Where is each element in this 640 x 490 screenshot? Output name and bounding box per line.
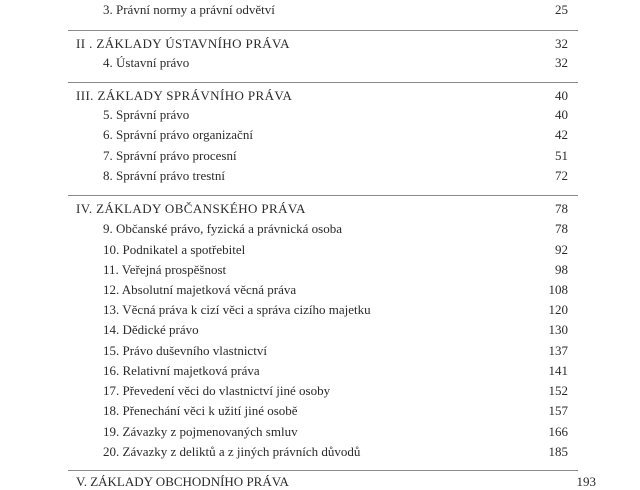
- toc-entry: [0, 166, 640, 186]
- toc-part-heading-partial: [76, 474, 596, 489]
- toc-entry-page: 130: [548, 322, 568, 337]
- toc-part-page: 32: [555, 36, 568, 51]
- toc-entry: [0, 240, 640, 260]
- toc-entry: [0, 361, 640, 381]
- section-divider: [68, 30, 578, 31]
- toc-entry-title: 18. Přenechání věci k užití jiné osobě: [103, 403, 298, 418]
- toc-entry: [0, 260, 640, 280]
- toc-entry-title: 19. Závazky z pojmenovaných smluv: [103, 424, 298, 439]
- toc-entry-title: 11. Veřejná prospěšnost: [103, 262, 227, 277]
- toc-entry-title: 13. Věcná práva k cizí věci a správa cizího majetku: [103, 302, 371, 317]
- toc-entry: [0, 442, 640, 462]
- section-divider: [68, 470, 578, 471]
- toc-entry-page: 42: [555, 127, 568, 142]
- toc-entry-page: 141: [548, 363, 568, 378]
- section-divider: [68, 82, 578, 83]
- toc-entry-page: 120: [548, 302, 568, 317]
- toc-entry-title: 7. Správní právo procesní: [103, 148, 237, 163]
- toc-entry: [0, 219, 640, 239]
- toc-entry-page: 40: [555, 107, 568, 122]
- toc-entry-title: 9. Občanské právo, fyzická a právnická osoba: [103, 221, 342, 236]
- toc-entry-page: 32: [555, 55, 568, 70]
- toc-entry-page: 166: [548, 424, 568, 439]
- toc-entry-page: 78: [555, 221, 568, 236]
- toc-entry: [0, 53, 640, 73]
- toc-entry: [0, 422, 640, 442]
- toc-entry-page: 98: [555, 262, 568, 277]
- toc-entry-page: 108: [548, 282, 568, 297]
- toc-entry: [0, 300, 640, 320]
- toc-entry: [0, 105, 640, 125]
- toc-entry-title: 4. Ústavní právo: [103, 55, 190, 70]
- toc-entry: [0, 280, 640, 300]
- toc-entry-page: 25: [555, 2, 568, 17]
- toc-entry-page: 152: [548, 383, 568, 398]
- toc-entry-title: 3. Právní normy a právní odvětví: [103, 2, 275, 17]
- toc-entry: [0, 146, 640, 166]
- toc-entry: [0, 381, 640, 401]
- toc-part-heading: [0, 34, 640, 54]
- toc-entry-title: 17. Převedení věci do vlastnictví jiné osoby: [103, 383, 331, 398]
- toc-entry-page: 185: [548, 444, 568, 459]
- toc-entry-page: 157: [548, 403, 568, 418]
- toc-part-page: 40: [555, 88, 568, 103]
- toc-entry-title: 10. Podnikatel a spotřebitel: [103, 242, 246, 257]
- toc-entry-page: 72: [555, 168, 568, 183]
- toc-entry-title: 20. Závazky z deliktů a z jiných právních důvodů: [103, 444, 361, 459]
- toc-entry: [0, 401, 640, 421]
- toc-entry: [0, 341, 640, 361]
- toc-entry: [0, 0, 640, 20]
- toc-part-page: 78: [555, 201, 568, 216]
- toc-entry-title: 14. Dědické právo: [103, 322, 199, 337]
- toc-entry-title: 6. Správní právo organizační: [103, 127, 253, 142]
- toc-entry-title: 16. Relativní majetková práva: [103, 363, 260, 378]
- toc-entry-title: 12. Absolutní majetková věcná práva: [103, 282, 297, 297]
- toc-entry-title: 8. Správní právo trestní: [103, 168, 226, 183]
- toc-part-title: III. ZÁKLADY SPRÁVNÍHO PRÁVA: [76, 88, 293, 103]
- toc-entry: [0, 320, 640, 340]
- toc-part-heading: [0, 86, 640, 106]
- section-divider: [68, 195, 578, 196]
- toc-part-heading: [0, 199, 640, 219]
- toc-part-page: 193: [576, 474, 596, 489]
- toc-entry-title: 5. Správní právo: [103, 107, 190, 122]
- toc-part-title: IV. ZÁKLADY OBČANSKÉHO PRÁVA: [76, 201, 306, 216]
- toc-entry-page: 137: [548, 343, 568, 358]
- toc-entry: [0, 125, 640, 145]
- toc-entry-title: 15. Právo duševního vlastnictví: [103, 343, 267, 358]
- toc-part-title: V. ZÁKLADY OBCHODNÍHO PRÁVA: [76, 474, 289, 489]
- toc-entry-page: 92: [555, 242, 568, 257]
- toc-part-title: II . ZÁKLADY ÚSTAVNÍHO PRÁVA: [76, 36, 290, 51]
- toc-entry-page: 51: [555, 148, 568, 163]
